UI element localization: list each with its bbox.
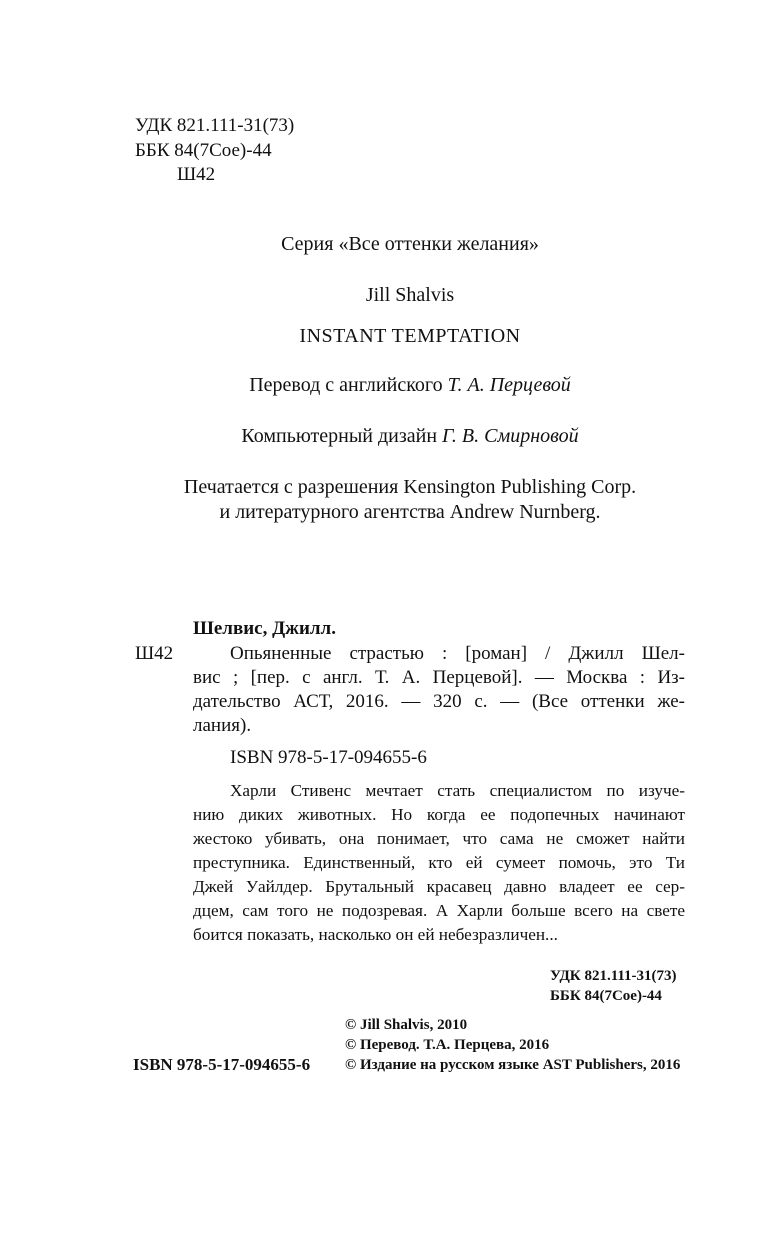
permission-line-2: и литературного агентства Andrew Nurnberg. (219, 501, 601, 523)
annotation-line: преступника. Единственный, кто ей сумеет помочь, это Ти (193, 853, 685, 872)
annotation-line: нию диких животных. Но когда ее подопечных начинают (193, 805, 685, 824)
translation-credit (0, 373, 768, 397)
copyright-line-3: © Издание на русском языке AST Publishers, 2016 (345, 1057, 681, 1073)
translation-prefix: Перевод с английского (249, 374, 448, 396)
annotation-line: дцем, сам того не подозревая. А Харли больше всего на свете (193, 901, 685, 920)
bibliography-mark: Ш42 (135, 643, 174, 664)
udk-code: УДК 821.111-31(73) (135, 115, 295, 136)
copyright-isbn: ISBN 978-5-17-094655-6 (133, 1055, 311, 1074)
original-title: INSTANT TEMPTATION (299, 325, 521, 347)
index-udk: УДК 821.111-31(73) (550, 968, 677, 984)
annotation-line: жестоко убивать, она понимает, что сама не сможет найти (193, 829, 685, 848)
bibliography-line-4: лания). (193, 715, 252, 736)
design-prefix: Компьютерный дизайн (241, 425, 443, 447)
series-title: Серия «Все оттенки желания» (281, 233, 539, 255)
copyright-line-1: © Jill Shalvis, 2010 (345, 1017, 468, 1033)
annotation-line: боится показать, насколько он ей небезразличен... (193, 925, 558, 944)
permission-line-1: Печатается с разрешения Kensington Publishing Corp. (183, 476, 637, 498)
author-mark: Ш42 (177, 164, 216, 185)
original-author: Jill Shalvis (365, 284, 455, 306)
designer-name: Г. В. Смирновой (442, 425, 579, 447)
design-credit (0, 424, 768, 448)
bibliography-line-2: вис ; [пер. с англ. Т. А. Перцевой]. — Москва : Из- (193, 667, 685, 688)
translator-name: Т. А. Перцевой (447, 374, 571, 396)
annotation-line: Харли Стивенс мечтает стать специалистом по изуче- (230, 781, 685, 800)
bibliography-line-1: Опьяненные страстью : [роман] / Джилл Шел- (230, 643, 685, 664)
index-bbk: ББК 84(7Сое)-44 (550, 988, 662, 1004)
annotation-line: Джей Уайлдер. Брутальный красавец давно владеет ее сер- (193, 877, 685, 896)
bibliography-isbn: ISBN 978-5-17-094655-6 (230, 747, 427, 768)
bibliography-line-3: дательство АСТ, 2016. — 320 с. — (Все оттенки же- (193, 691, 685, 712)
bibliography-heading: Шелвис, Джилл. (193, 618, 336, 639)
bbk-code: ББК 84(7Сое)-44 (135, 140, 272, 161)
copyright-line-2: © Перевод. Т.А. Перцева, 2016 (345, 1037, 550, 1053)
